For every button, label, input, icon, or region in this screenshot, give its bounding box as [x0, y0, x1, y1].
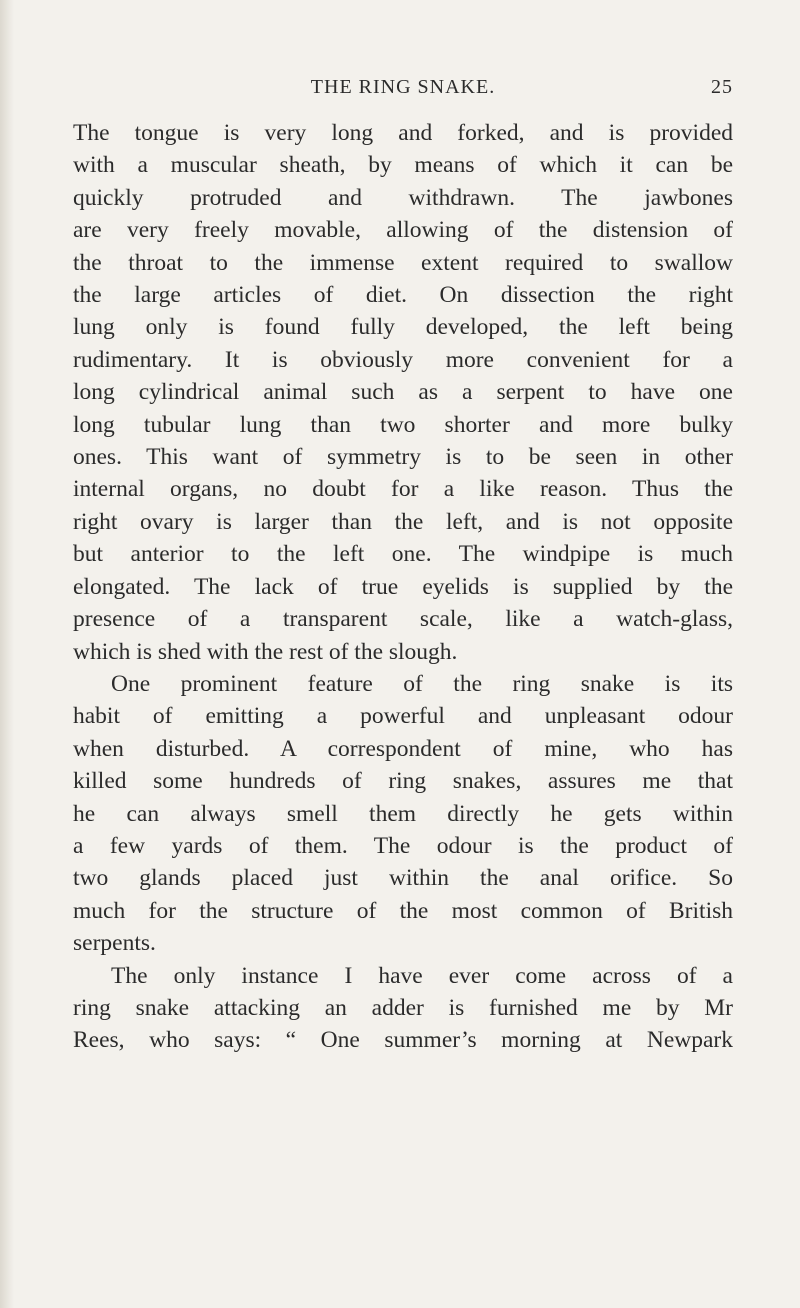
text-line: he can always smell them directly he gets within — [73, 800, 733, 827]
running-title: THE RING SNAKE. — [310, 76, 496, 98]
text-line: ones. This want of symmetry is to be seen in other — [73, 444, 733, 471]
body-text — [73, 117, 733, 1057]
text-line: with a muscular sheath, by means of which it can be — [73, 152, 733, 179]
text-line: long cylindrical animal such as a serpent to have one — [73, 379, 733, 406]
text-line: The only instance I have ever come across of a — [111, 962, 733, 989]
text-line: right ovary is larger than the left, and is not opposite — [73, 508, 733, 535]
text-line: but anterior to the left one. The windpipe is much — [73, 541, 733, 568]
text-line: long tubular lung than two shorter and more bulky — [73, 411, 733, 438]
text-line: a few yards of them. The odour is the product of — [73, 832, 733, 859]
text-line: which is shed with the rest of the slough. — [73, 638, 458, 665]
text-line: rudimentary. It is obviously more convenient for a — [73, 346, 733, 373]
text-line: lung only is found fully developed, the left being — [73, 314, 733, 341]
text-line: when disturbed. A correspondent of mine, who has — [73, 735, 733, 762]
paragraph-2 — [73, 668, 733, 960]
text-line: serpents. — [73, 930, 156, 957]
text-line: are very freely movable, allowing of the distension of — [73, 217, 733, 244]
text-line: the large articles of diet. On dissection the right — [73, 282, 733, 309]
running-head — [73, 76, 733, 106]
text-line: much for the structure of the most common of British — [73, 897, 733, 924]
text-line: elongated. The lack of true eyelids is supplied by the — [73, 573, 733, 600]
text-line: quickly protruded and withdrawn. The jawbones — [73, 184, 733, 211]
text-line: ring snake attacking an adder is furnished me by Mr — [73, 994, 733, 1021]
page-number: 25 — [711, 76, 733, 98]
text-line: Rees, who says: “ One summer’s morning at Newpark — [73, 1027, 733, 1054]
text-line: One prominent feature of the ring snake is its — [111, 670, 733, 697]
text-line: internal organs, no doubt for a like reason. Thus the — [73, 476, 733, 503]
text-line: presence of a transparent scale, like a watch-glass, — [73, 606, 733, 633]
text-line: The tongue is very long and forked, and is provided — [73, 120, 733, 146]
text-line: two glands placed just within the anal orifice. So — [73, 865, 733, 892]
text-line: habit of emitting a powerful and unpleasant odour — [73, 703, 733, 730]
text-line: the throat to the immense extent required to swallow — [73, 249, 733, 276]
text-line: killed some hundreds of ring snakes, assures me that — [73, 768, 733, 795]
paragraph-1 — [73, 117, 733, 668]
page-gutter-shadow — [0, 0, 14, 1308]
paragraph-3 — [73, 960, 733, 1057]
